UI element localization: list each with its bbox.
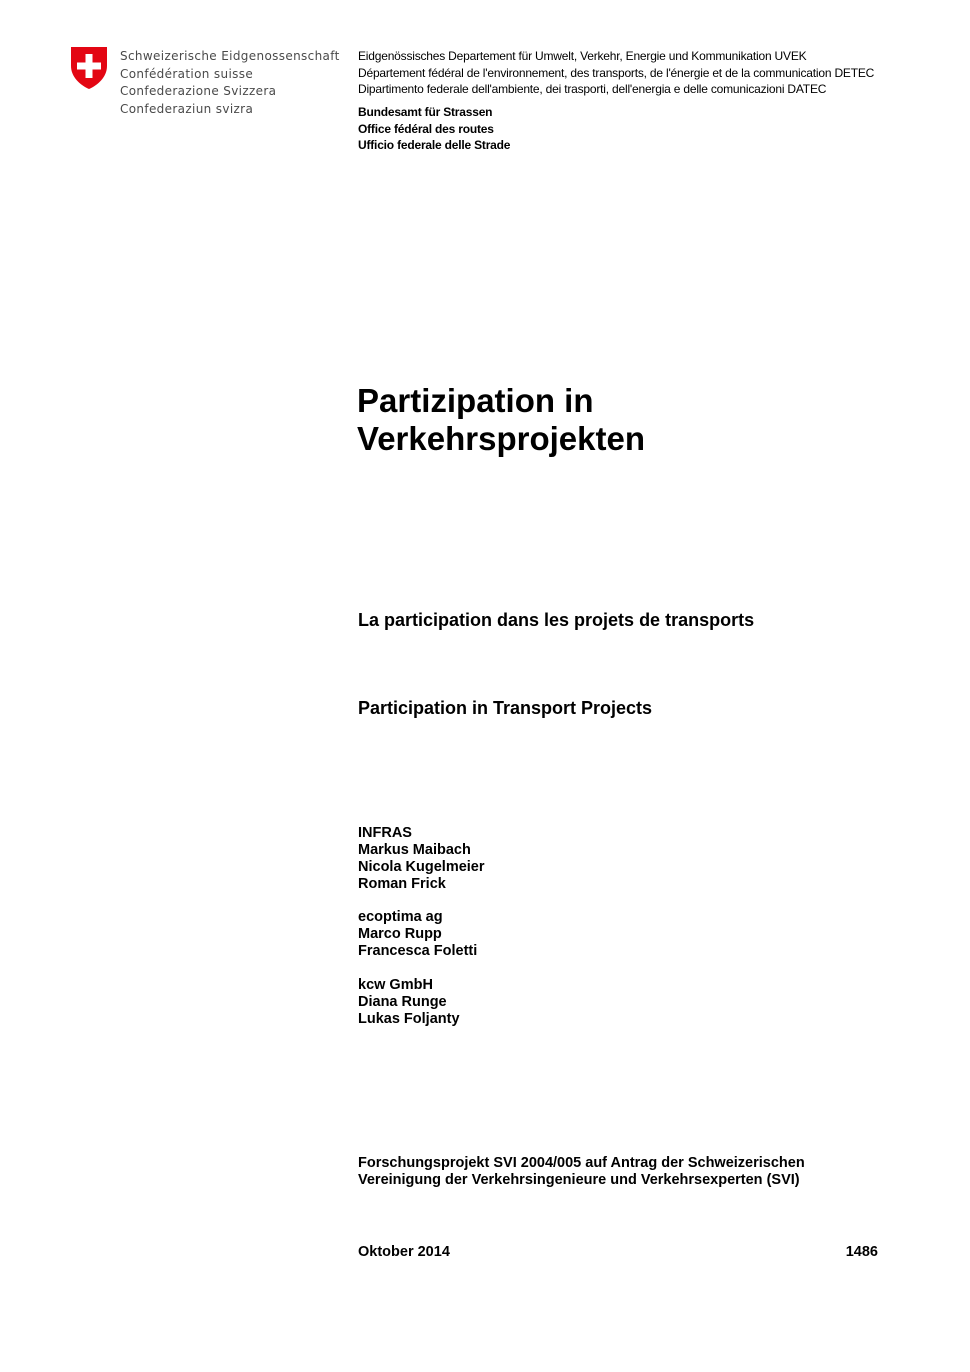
- office-name-it: Ufficio federale delle Strade: [358, 138, 511, 153]
- title-line-2: Verkehrsprojekten: [357, 420, 645, 457]
- confederation-names: [120, 48, 340, 118]
- swiss-shield-icon: [70, 46, 108, 90]
- research-line-2: Vereinigung der Verkehrsingenieure und Verkehrsexperten (SVI): [358, 1172, 800, 1188]
- author-organization: ecoptima ag: [358, 909, 443, 925]
- title-line-1: Partizipation in: [357, 382, 594, 419]
- author-name: Lukas Foljanty: [358, 1011, 460, 1027]
- office-name-de: Bundesamt für Strassen: [358, 105, 493, 119]
- department-name-fr: Département fédéral de l'environnement, des transports, de l'énergie et de la communication DETEC: [358, 65, 875, 80]
- author-group-kcw: [358, 977, 460, 1028]
- office-name-fr: Office fédéral des routes: [358, 121, 494, 136]
- logo-name-it: Confederazione Svizzera: [120, 84, 277, 98]
- logo-name-rm: Confederaziun svizra: [120, 101, 254, 116]
- author-name: Diana Runge: [358, 994, 447, 1010]
- author-name: Marco Rupp: [358, 926, 442, 942]
- report-number: 1486: [845, 1244, 878, 1260]
- author-name: Nicola Kugelmeier: [358, 859, 485, 875]
- author-group-ecoptima: [358, 909, 477, 960]
- author-name: Markus Maibach: [358, 842, 471, 858]
- research-project-note: [358, 1155, 805, 1189]
- logo-name-fr: Confédération suisse: [120, 66, 254, 81]
- department-names: [358, 48, 874, 98]
- publication-date: Oktober 2014: [358, 1244, 450, 1260]
- author-name: Francesca Foletti: [358, 943, 478, 959]
- office-names: [358, 104, 510, 154]
- federal-logo: [70, 46, 360, 126]
- author-group-infras: [358, 825, 485, 893]
- subtitle-french: La participation dans les projets de transports: [358, 610, 755, 630]
- research-line-1: Forschungsprojekt SVI 2004/005 auf Antrag der Schweizerischen: [358, 1155, 805, 1171]
- department-name-de: Eidgenössisches Departement für Umwelt, Verkehr, Energie und Kommunikation UVEK: [358, 49, 807, 63]
- document-title: [357, 382, 917, 458]
- subtitle-english: Participation in Transport Projects: [358, 698, 653, 718]
- author-name: Roman Frick: [358, 876, 446, 892]
- author-organization: kcw GmbH: [358, 977, 433, 993]
- author-organization: INFRAS: [358, 825, 412, 841]
- logo-name-de: Schweizerische Eidgenossenschaft: [120, 49, 340, 63]
- department-name-it: Dipartimento federale dell'ambiente, dei trasporti, dell'energia e delle comunicazioni DATEC: [358, 82, 827, 97]
